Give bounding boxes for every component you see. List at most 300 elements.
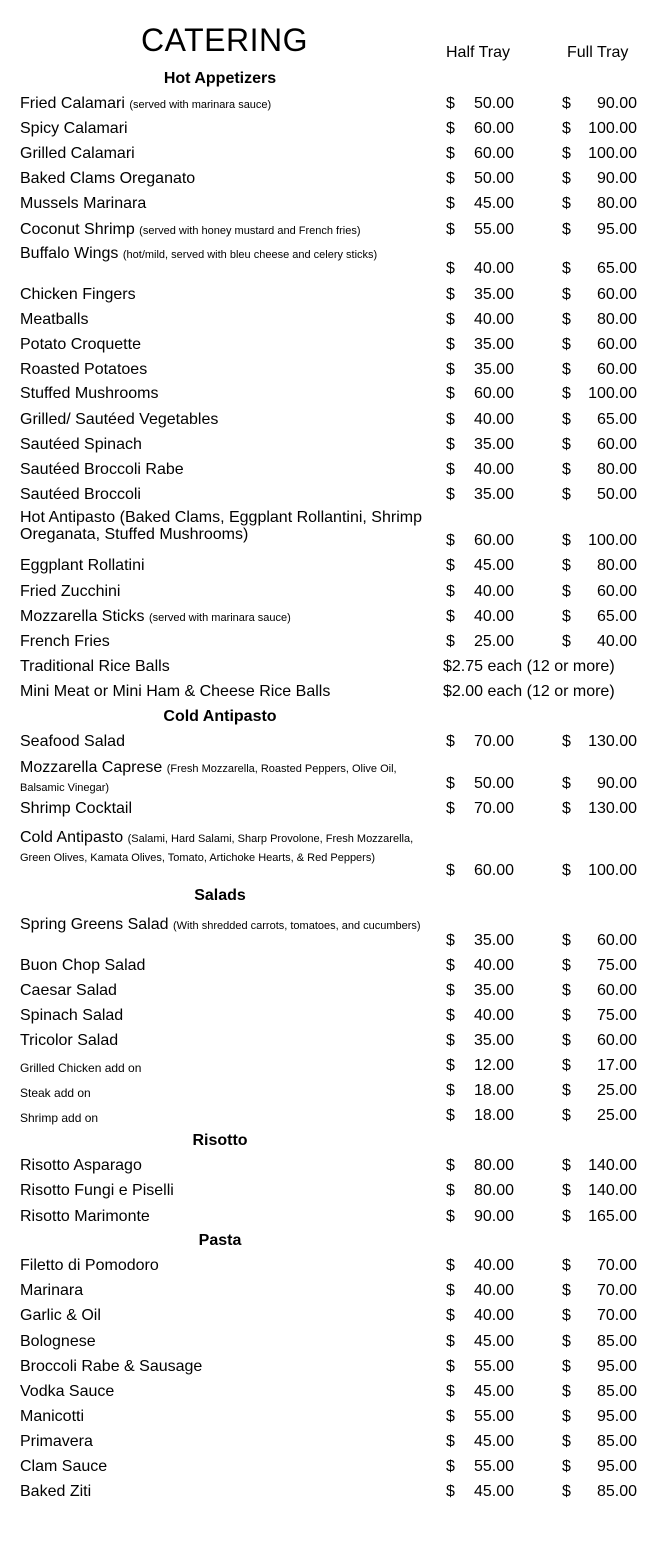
half-tray-price xyxy=(446,195,514,214)
currency-symbol: $ xyxy=(562,221,571,238)
currency-symbol: $ xyxy=(446,1358,455,1375)
half-tray-price xyxy=(446,1257,514,1276)
price-amount: 45.00 xyxy=(473,1433,514,1450)
price-amount: 50.00 xyxy=(473,170,514,187)
price-amount: 80.00 xyxy=(596,557,637,574)
price-amount: 85.00 xyxy=(596,1383,637,1400)
full-tray-price xyxy=(562,311,637,330)
menu-item-name: Fried Zucchini xyxy=(20,583,121,600)
menu-item-name: Buffalo Wings (hot/mild, served with bleu cheese and celery sticks) xyxy=(20,245,378,262)
price-amount: 95.00 xyxy=(596,1358,637,1375)
currency-symbol: $ xyxy=(562,286,571,303)
menu-item-name: Grilled Chicken add on xyxy=(20,1061,142,1075)
currency-symbol: $ xyxy=(562,1257,571,1274)
price-amount: 45.00 xyxy=(473,195,514,212)
price-amount: 80.00 xyxy=(596,195,637,212)
half-tray-price xyxy=(446,1307,514,1326)
menu-item-name: Mozzarella Caprese (Fresh Mozzarella, Roasted Peppers, Olive Oil, Balsamic Vinegar) xyxy=(20,759,397,794)
menu-item-name: Coconut Shrimp (served with honey mustard and French fries) xyxy=(20,221,361,238)
half-tray-price xyxy=(446,461,514,480)
menu-item-name: Seafood Salad xyxy=(20,733,125,750)
price-amount: 85.00 xyxy=(596,1433,637,1450)
price-amount: 35.00 xyxy=(473,436,514,453)
half-tray-price xyxy=(446,532,514,551)
half-tray-price xyxy=(446,95,514,114)
half-tray-price xyxy=(446,957,514,976)
full-tray-price xyxy=(562,260,637,279)
currency-symbol: $ xyxy=(562,932,571,949)
menu-item-name: Baked Clams Oreganato xyxy=(20,170,196,187)
price-amount: 45.00 xyxy=(473,557,514,574)
full-tray-price xyxy=(562,862,637,881)
currency-symbol: $ xyxy=(446,311,455,328)
currency-symbol: $ xyxy=(562,461,571,478)
price-amount: 40.00 xyxy=(473,260,514,277)
full-tray-price xyxy=(562,932,637,951)
price-amount: 60.00 xyxy=(596,286,637,303)
price-amount: 50.00 xyxy=(473,95,514,112)
half-tray-price xyxy=(446,633,514,652)
menu-item-name: Vodka Sauce xyxy=(20,1383,115,1400)
price-amount: 80.00 xyxy=(473,1182,514,1199)
currency-symbol: $ xyxy=(446,361,455,378)
currency-symbol: $ xyxy=(446,1157,455,1174)
full-tray-price xyxy=(562,583,637,602)
menu-item-name: Steak add on xyxy=(20,1086,91,1100)
price-amount: 40.00 xyxy=(473,583,514,600)
currency-symbol: $ xyxy=(446,583,455,600)
currency-symbol: $ xyxy=(446,170,455,187)
half-tray-price xyxy=(446,775,514,794)
full-tray-price xyxy=(562,486,637,505)
currency-symbol: $ xyxy=(446,1433,455,1450)
price-amount: 40.00 xyxy=(473,461,514,478)
price-amount: 60.00 xyxy=(596,982,637,999)
currency-symbol: $ xyxy=(446,260,455,277)
section-header: Risotto xyxy=(192,1132,248,1149)
currency-symbol: $ xyxy=(446,1032,455,1049)
full-tray-price xyxy=(562,1257,637,1276)
currency-symbol: $ xyxy=(562,1433,571,1450)
price-amount: 60.00 xyxy=(473,120,514,137)
price-amount: 100.00 xyxy=(588,862,637,879)
menu-item-name: Mussels Marinara xyxy=(20,195,147,212)
price-amount: 80.00 xyxy=(596,311,637,328)
currency-symbol: $ xyxy=(562,1182,571,1199)
full-tray-price xyxy=(562,286,637,305)
full-tray-price xyxy=(562,1458,637,1477)
currency-symbol: $ xyxy=(446,436,455,453)
section-header: Cold Antipasto xyxy=(163,708,277,725)
menu-item-name: Sautéed Spinach xyxy=(20,436,142,453)
currency-symbol: $ xyxy=(446,932,455,949)
price-amount: 18.00 xyxy=(473,1107,514,1124)
currency-symbol: $ xyxy=(562,1208,571,1225)
price-amount: 60.00 xyxy=(596,1032,637,1049)
half-tray-price xyxy=(446,733,514,752)
menu-item-name: Caesar Salad xyxy=(20,982,117,999)
menu-item-name: Risotto Asparago xyxy=(20,1157,142,1174)
menu-item-name: Traditional Rice Balls xyxy=(20,658,170,675)
menu-item-name: Garlic & Oil xyxy=(20,1307,101,1324)
full-tray-price xyxy=(562,145,637,164)
menu-item-name: Sautéed Broccoli xyxy=(20,486,141,503)
menu-item-name: Fried Calamari (served with marinara sauce) xyxy=(20,95,272,112)
half-tray-price xyxy=(446,1333,514,1352)
price-amount: 65.00 xyxy=(596,260,637,277)
currency-symbol: $ xyxy=(446,1408,455,1425)
full-tray-price xyxy=(562,1307,637,1326)
menu-item-note: (Salami, Hard Salami, Sharp Provolone, Fresh Mozzarella, Green Olives, Kamata Olives, Tomato, Artichoke Hearts, & Red Peppers) xyxy=(20,833,414,864)
full-tray-price xyxy=(562,1282,637,1301)
half-tray-price xyxy=(446,800,514,819)
price-amount: 80.00 xyxy=(473,1157,514,1174)
price-amount: 40.00 xyxy=(473,1257,514,1274)
half-tray-price xyxy=(446,1107,514,1126)
menu-item-note: (served with honey mustard and French fries) xyxy=(139,225,361,237)
currency-symbol: $ xyxy=(562,195,571,212)
price-amount: 130.00 xyxy=(588,800,637,817)
section-header: Pasta xyxy=(198,1232,242,1249)
menu-item-note: (With shredded carrots, tomatoes, and cucumbers) xyxy=(172,920,421,932)
price-amount: 18.00 xyxy=(473,1082,514,1099)
half-tray-price xyxy=(446,1282,514,1301)
price-amount: 80.00 xyxy=(596,461,637,478)
currency-symbol: $ xyxy=(446,1182,455,1199)
currency-symbol: $ xyxy=(562,120,571,137)
price-amount: 45.00 xyxy=(473,1483,514,1500)
half-tray-price xyxy=(446,608,514,627)
full-tray-price xyxy=(562,1383,637,1402)
price-amount: 70.00 xyxy=(596,1257,637,1274)
price-amount: 60.00 xyxy=(473,532,514,549)
currency-symbol: $ xyxy=(562,1383,571,1400)
currency-symbol: $ xyxy=(446,1282,455,1299)
price-amount: 75.00 xyxy=(596,1007,637,1024)
full-tray-price xyxy=(562,1057,637,1076)
price-amount: 100.00 xyxy=(588,120,637,137)
currency-symbol: $ xyxy=(562,1007,571,1024)
full-tray-price xyxy=(562,733,637,752)
currency-symbol: $ xyxy=(446,1107,455,1124)
full-tray-price xyxy=(562,1333,637,1352)
full-tray-price xyxy=(562,800,637,819)
menu-item-name: Tricolor Salad xyxy=(20,1032,119,1049)
price-amount: 50.00 xyxy=(596,486,637,503)
price-amount: 90.00 xyxy=(596,170,637,187)
menu-item-name: Bolognese xyxy=(20,1333,96,1350)
menu-item-name: Baked Ziti xyxy=(20,1483,92,1500)
currency-symbol: $ xyxy=(446,385,455,402)
full-tray-price xyxy=(562,775,637,794)
half-tray-price xyxy=(446,1458,514,1477)
full-tray-price xyxy=(562,170,637,189)
half-tray-price xyxy=(446,557,514,576)
currency-symbol: $ xyxy=(562,336,571,353)
half-tray-price xyxy=(446,1157,514,1176)
full-tray-price xyxy=(562,1107,637,1126)
price-amount: 70.00 xyxy=(596,1307,637,1324)
menu-item-note: (Fresh Mozzarella, Roasted Peppers, Olive Oil, Balsamic Vinegar) xyxy=(20,763,397,794)
price-amount: 60.00 xyxy=(596,932,637,949)
currency-symbol: $ xyxy=(562,486,571,503)
full-tray-price xyxy=(562,1082,637,1101)
half-tray-price xyxy=(446,260,514,279)
menu-item-name: Roasted Potatoes xyxy=(20,361,148,378)
currency-symbol: $ xyxy=(562,557,571,574)
price-amount: 35.00 xyxy=(473,1032,514,1049)
price-amount: 95.00 xyxy=(596,1408,637,1425)
price-amount: 60.00 xyxy=(596,583,637,600)
currency-symbol: $ xyxy=(562,1157,571,1174)
currency-symbol: $ xyxy=(446,1307,455,1324)
currency-symbol: $ xyxy=(562,1408,571,1425)
price-amount: 25.00 xyxy=(596,1107,637,1124)
price-amount: 165.00 xyxy=(588,1208,637,1225)
price-amount: 17.00 xyxy=(596,1057,637,1074)
currency-symbol: $ xyxy=(562,1307,571,1324)
full-tray-price xyxy=(562,461,637,480)
currency-symbol: $ xyxy=(562,385,571,402)
currency-symbol: $ xyxy=(446,1208,455,1225)
section-header: Hot Appetizers xyxy=(163,70,277,87)
full-tray-price xyxy=(562,957,637,976)
currency-symbol: $ xyxy=(446,733,455,750)
half-tray-price xyxy=(446,311,514,330)
currency-symbol: $ xyxy=(562,775,571,792)
price-amount: 40.00 xyxy=(473,411,514,428)
currency-symbol: $ xyxy=(562,1082,571,1099)
half-tray-price xyxy=(446,1208,514,1227)
full-tray-price xyxy=(562,557,637,576)
full-tray-price xyxy=(562,1483,637,1502)
half-tray-price xyxy=(446,1358,514,1377)
currency-symbol: $ xyxy=(562,800,571,817)
currency-symbol: $ xyxy=(446,145,455,162)
menu-item-name: Risotto Fungi e Piselli xyxy=(20,1182,174,1199)
currency-symbol: $ xyxy=(446,221,455,238)
full-tray-price xyxy=(562,982,637,1001)
price-amount: 40.00 xyxy=(473,311,514,328)
currency-symbol: $ xyxy=(446,1257,455,1274)
price-amount: 25.00 xyxy=(596,1082,637,1099)
price-amount: 100.00 xyxy=(588,532,637,549)
full-tray-price xyxy=(562,1007,637,1026)
section-header: Salads xyxy=(194,887,246,904)
menu-item-name: Shrimp Cocktail xyxy=(20,800,133,817)
half-tray-price xyxy=(446,1032,514,1051)
half-tray-header: Half Tray xyxy=(446,44,511,61)
full-tray-price xyxy=(562,195,637,214)
currency-symbol: $ xyxy=(446,195,455,212)
price-amount: 35.00 xyxy=(473,486,514,503)
currency-symbol: $ xyxy=(562,1282,571,1299)
half-tray-price xyxy=(446,411,514,430)
menu-item-name: Mini Meat or Mini Ham & Cheese Rice Balls xyxy=(20,683,331,700)
currency-symbol: $ xyxy=(446,957,455,974)
currency-symbol: $ xyxy=(562,1333,571,1350)
half-tray-price xyxy=(446,1408,514,1427)
menu-item-note: (served with marinara sauce) xyxy=(148,612,291,624)
full-tray-price xyxy=(562,608,637,627)
currency-symbol: $ xyxy=(446,1383,455,1400)
menu-item-name: Eggplant Rollatini xyxy=(20,557,145,574)
full-tray-price xyxy=(562,436,637,455)
half-tray-price xyxy=(446,486,514,505)
price-amount: 40.00 xyxy=(596,633,637,650)
full-tray-price xyxy=(562,1408,637,1427)
half-tray-price xyxy=(446,1057,514,1076)
price-amount: 85.00 xyxy=(596,1483,637,1500)
menu-item-name: Spinach Salad xyxy=(20,1007,124,1024)
price-amount: 90.00 xyxy=(596,95,637,112)
currency-symbol: $ xyxy=(446,461,455,478)
currency-symbol: $ xyxy=(562,411,571,428)
each-price: $2.00 each (12 or more) xyxy=(443,683,615,700)
page-title: CATERING xyxy=(141,22,308,58)
price-amount: 60.00 xyxy=(473,862,514,879)
price-amount: 40.00 xyxy=(473,1007,514,1024)
price-amount: 25.00 xyxy=(473,633,514,650)
currency-symbol: $ xyxy=(446,486,455,503)
currency-symbol: $ xyxy=(446,633,455,650)
currency-symbol: $ xyxy=(446,1057,455,1074)
currency-symbol: $ xyxy=(446,95,455,112)
price-amount: 100.00 xyxy=(588,385,637,402)
price-amount: 140.00 xyxy=(588,1182,637,1199)
currency-symbol: $ xyxy=(446,1458,455,1475)
currency-symbol: $ xyxy=(562,982,571,999)
currency-symbol: $ xyxy=(446,800,455,817)
full-tray-price xyxy=(562,1157,637,1176)
currency-symbol: $ xyxy=(562,436,571,453)
price-amount: 75.00 xyxy=(596,957,637,974)
price-amount: 70.00 xyxy=(473,733,514,750)
half-tray-price xyxy=(446,932,514,951)
price-amount: 50.00 xyxy=(473,775,514,792)
currency-symbol: $ xyxy=(446,532,455,549)
currency-symbol: $ xyxy=(562,145,571,162)
currency-symbol: $ xyxy=(562,1032,571,1049)
full-tray-price xyxy=(562,532,637,551)
currency-symbol: $ xyxy=(446,862,455,879)
menu-item-name: Manicotti xyxy=(20,1408,85,1425)
price-amount: 35.00 xyxy=(473,336,514,353)
full-tray-price xyxy=(562,1182,637,1201)
price-amount: 60.00 xyxy=(596,361,637,378)
currency-symbol: $ xyxy=(562,1358,571,1375)
menu-item-name: Chicken Fingers xyxy=(20,286,136,303)
currency-symbol: $ xyxy=(562,260,571,277)
price-amount: 70.00 xyxy=(473,800,514,817)
half-tray-price xyxy=(446,385,514,404)
menu-item-name: Potato Croquette xyxy=(20,336,141,353)
price-amount: 35.00 xyxy=(473,982,514,999)
full-tray-header: Full Tray xyxy=(567,44,629,61)
menu-item-name: Cold Antipasto (Salami, Hard Salami, Sharp Provolone, Fresh Mozzarella, Green Olives, Kamata Olives, Tomato, Artichoke Hearts, & Red Peppers) xyxy=(20,829,414,864)
menu-item-note: (served with marinara sauce) xyxy=(129,99,272,111)
currency-symbol: $ xyxy=(446,1333,455,1350)
price-amount: 40.00 xyxy=(473,1282,514,1299)
currency-symbol: $ xyxy=(562,733,571,750)
menu-item-name: Grilled Calamari xyxy=(20,145,135,162)
currency-symbol: $ xyxy=(562,608,571,625)
menu-item-name: Shrimp add on xyxy=(20,1111,99,1125)
full-tray-price xyxy=(562,1032,637,1051)
price-amount: 45.00 xyxy=(473,1333,514,1350)
price-amount: 35.00 xyxy=(473,932,514,949)
menu-item-name: Sautéed Broccoli Rabe xyxy=(20,461,184,478)
full-tray-price xyxy=(562,633,637,652)
currency-symbol: $ xyxy=(562,1458,571,1475)
each-price: $2.75 each (12 or more) xyxy=(443,658,615,675)
full-tray-price xyxy=(562,95,637,114)
currency-symbol: $ xyxy=(562,583,571,600)
half-tray-price xyxy=(446,286,514,305)
price-amount: 60.00 xyxy=(473,385,514,402)
menu-item-name: French Fries xyxy=(20,633,110,650)
half-tray-price xyxy=(446,1182,514,1201)
price-amount: 60.00 xyxy=(473,145,514,162)
half-tray-price xyxy=(446,120,514,139)
price-amount: 12.00 xyxy=(473,1057,514,1074)
currency-symbol: $ xyxy=(562,361,571,378)
half-tray-price xyxy=(446,170,514,189)
currency-symbol: $ xyxy=(446,286,455,303)
price-amount: 40.00 xyxy=(473,1307,514,1324)
menu-item-name: Primavera xyxy=(20,1433,93,1450)
currency-symbol: $ xyxy=(562,1483,571,1500)
price-amount: 90.00 xyxy=(473,1208,514,1225)
menu-item-name: Filetto di Pomodoro xyxy=(20,1257,159,1274)
full-tray-price xyxy=(562,361,637,380)
currency-symbol: $ xyxy=(446,336,455,353)
menu-item-name: Meatballs xyxy=(20,311,89,328)
currency-symbol: $ xyxy=(446,1082,455,1099)
full-tray-price xyxy=(562,1433,637,1452)
price-amount: 140.00 xyxy=(588,1157,637,1174)
price-amount: 60.00 xyxy=(596,336,637,353)
full-tray-price xyxy=(562,1208,637,1227)
menu-item-name: Risotto Marimonte xyxy=(20,1208,150,1225)
price-amount: 130.00 xyxy=(588,733,637,750)
currency-symbol: $ xyxy=(562,311,571,328)
currency-symbol: $ xyxy=(562,1107,571,1124)
price-amount: 85.00 xyxy=(596,1333,637,1350)
half-tray-price xyxy=(446,1433,514,1452)
price-amount: 65.00 xyxy=(596,608,637,625)
menu-item-name: Clam Sauce xyxy=(20,1458,108,1475)
half-tray-price xyxy=(446,583,514,602)
currency-symbol: $ xyxy=(562,170,571,187)
half-tray-price xyxy=(446,1383,514,1402)
menu-item-name: Buon Chop Salad xyxy=(20,957,146,974)
menu-item-name: Mozzarella Sticks (served with marinara sauce) xyxy=(20,608,291,625)
menu-item-name: Spring Greens Salad (With shredded carrots, tomatoes, and cucumbers) xyxy=(20,916,421,933)
price-amount: 65.00 xyxy=(596,411,637,428)
price-amount: 40.00 xyxy=(473,957,514,974)
currency-symbol: $ xyxy=(446,557,455,574)
half-tray-price xyxy=(446,982,514,1001)
half-tray-price xyxy=(446,862,514,881)
half-tray-price xyxy=(446,1082,514,1101)
currency-symbol: $ xyxy=(562,95,571,112)
menu-item-name: Broccoli Rabe & Sausage xyxy=(20,1358,203,1375)
full-tray-price xyxy=(562,411,637,430)
half-tray-price xyxy=(446,1007,514,1026)
menu-item-name: Grilled/ Sautéed Vegetables xyxy=(20,411,219,428)
menu-item-name: Hot Antipasto (Baked Clams, Eggplant Rollantini, Shrimp Oreganata, Stuffed Mushrooms) xyxy=(20,509,422,543)
